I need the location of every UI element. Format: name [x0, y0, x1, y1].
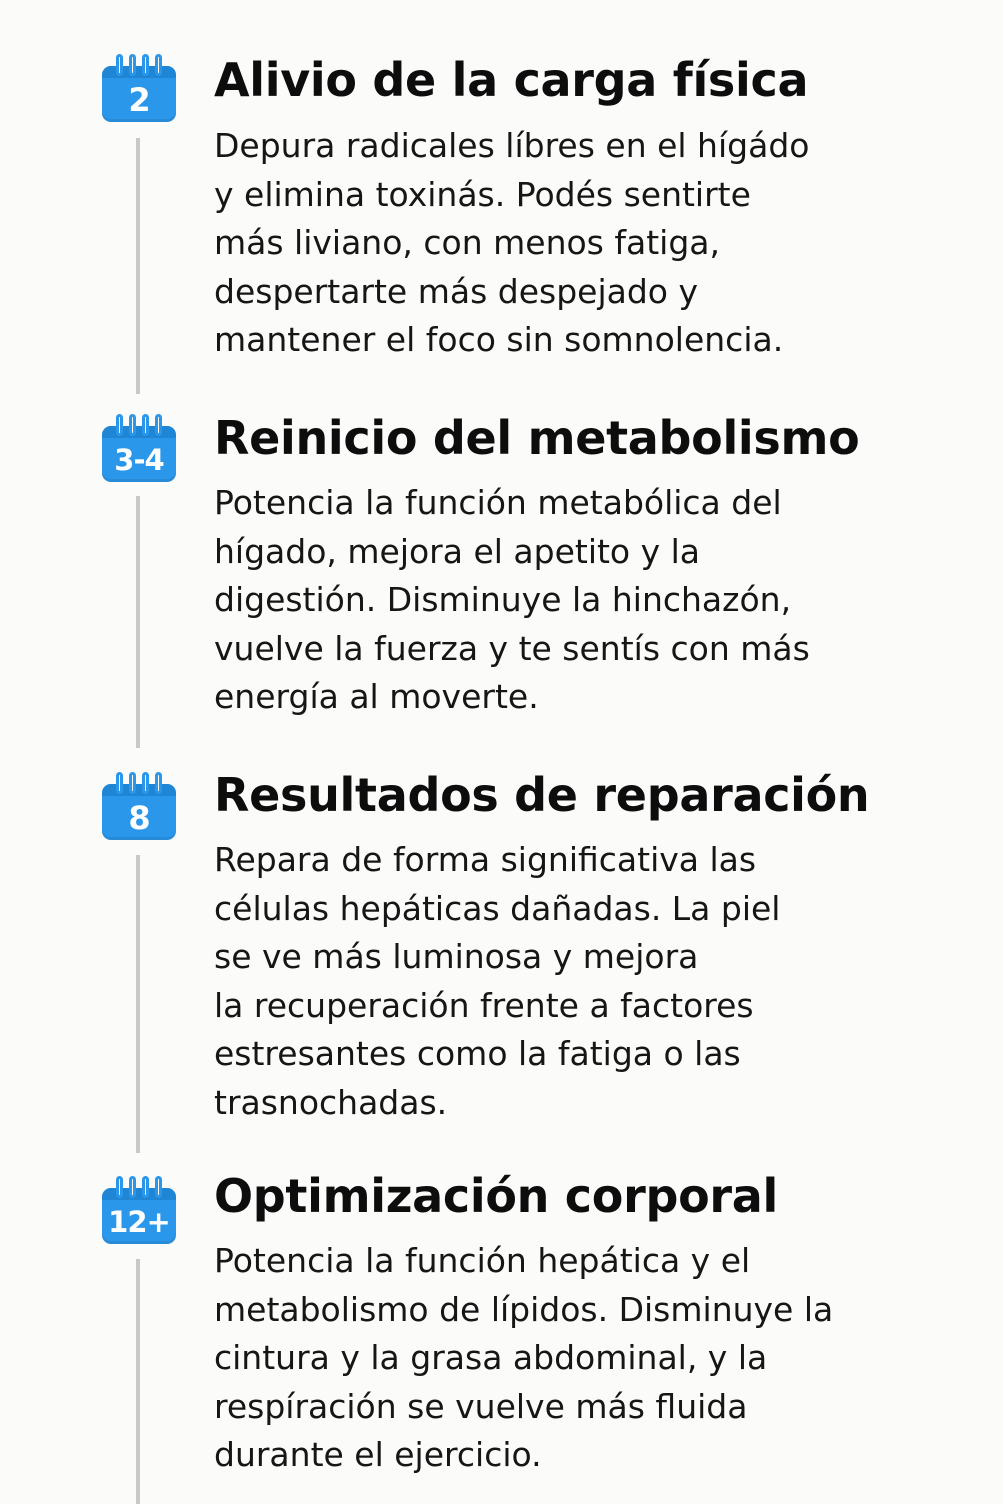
step-title: Resultados de reparación — [214, 768, 870, 822]
description-line: se ve más luminosa y mejora — [214, 937, 699, 976]
description-line: mantener el foco sin somnolencia. — [214, 320, 784, 359]
day-badge-label: 12+ — [108, 1205, 170, 1239]
timeline-connector — [136, 138, 140, 394]
step-description — [214, 836, 904, 1127]
step-description — [214, 479, 904, 722]
day-badge-label: 3-4 — [114, 443, 164, 477]
description-line: estresantes como la fatiga o las — [214, 1034, 741, 1073]
description-line: y elimina toxinás. Podés sentirte — [214, 174, 751, 214]
description-line: metabolismo de lípidos. Disminuye la — [214, 1289, 834, 1329]
step-description — [214, 122, 904, 365]
timeline-connector — [136, 496, 140, 748]
description-line: Potencia la función hepática y el — [214, 1241, 751, 1280]
timeline-connector — [136, 1259, 140, 1504]
description-line: Depura radicales líbres en el hígádo — [214, 126, 810, 165]
description-line: hígado, mejora el apetito y la — [214, 531, 701, 571]
description-line: cintura y la grasa abdominal, y la — [214, 1338, 768, 1377]
calendar-icon — [102, 54, 176, 122]
step-title: Optimización corporal — [214, 1169, 778, 1223]
calendar-icon — [102, 414, 176, 482]
day-badge-label: 8 — [128, 799, 150, 837]
description-line: vuelve la fuerza y te sentís con más — [214, 628, 810, 668]
description-line: la recuperación frente a factores — [214, 985, 754, 1025]
step-description — [214, 1237, 904, 1480]
timeline-connector — [136, 855, 140, 1153]
description-line: respíración se vuelve más fluida — [214, 1386, 748, 1426]
description-line: células hepáticas dañadas. La piel — [214, 888, 781, 928]
description-line: energía al moverte. — [214, 677, 539, 716]
calendar-icon — [102, 772, 176, 840]
step-title: Alivio de la carga física — [214, 53, 809, 107]
description-line: Potencia la función metabólica del — [214, 483, 782, 522]
description-line: trasnochadas. — [214, 1082, 448, 1122]
calendar-icon — [102, 1176, 176, 1244]
description-line: durante el ejercicio. — [214, 1435, 542, 1474]
description-line: más liviano, con menos fatiga, — [214, 223, 720, 262]
description-line: Repara de forma significativa las — [214, 840, 757, 879]
step-title: Reinicio del metabolismo — [214, 411, 860, 465]
description-line: digestión. Disminuye la hinchazón, — [214, 580, 792, 619]
day-badge-label: 2 — [128, 81, 150, 119]
description-line: despertarte más despejado y — [214, 271, 699, 311]
